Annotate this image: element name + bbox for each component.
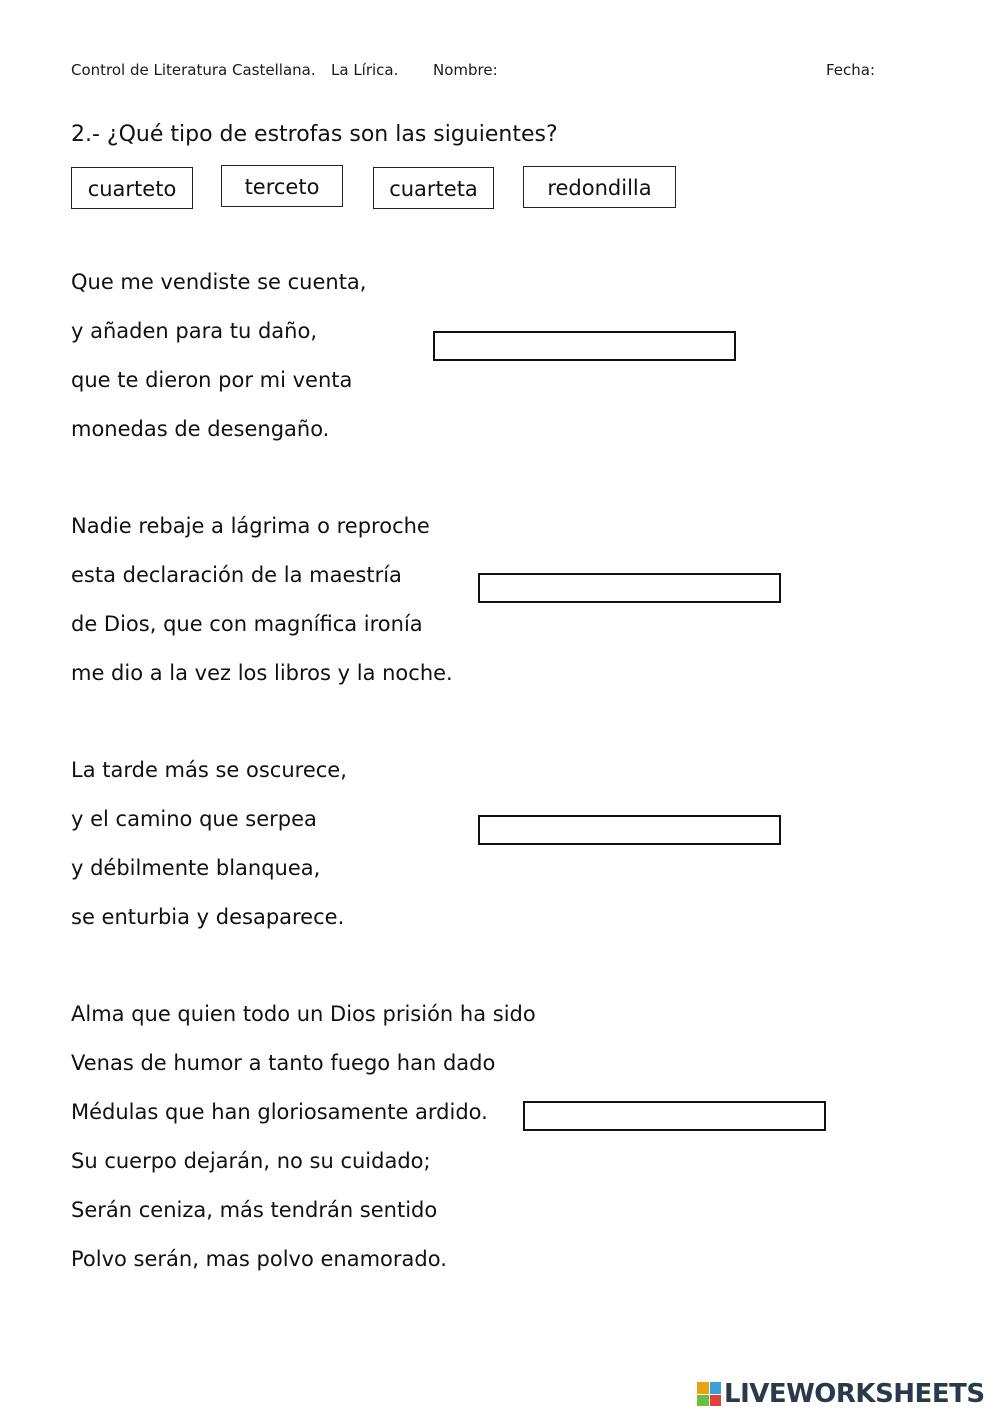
stanza-4-line-4: Su cuerpo dejarán, no su cuidado; [71, 1149, 431, 1173]
header-name-label: Nombre: [433, 61, 498, 79]
stanza-1-line-1: Que me vendiste se cuenta, [71, 270, 367, 294]
stanza-3-line-1: La tarde más se oscurece, [71, 758, 347, 782]
header-topic: La Lírica. [331, 61, 399, 79]
stanza-2-line-3: de Dios, que con magnífica ironía [71, 612, 423, 636]
stanza-4-line-1: Alma que quien todo un Dios prisión ha sido [71, 1002, 536, 1026]
stanza-3-line-4: se enturbia y desaparece. [71, 905, 345, 929]
option-terceto: terceto [221, 165, 343, 207]
stanza-2-line-1: Nadie rebaje a lágrima o reproche [71, 514, 430, 538]
option-cuarteto: cuarteto [71, 167, 193, 209]
stanza-3-line-3: y débilmente blanquea, [71, 856, 321, 880]
answer-box-2[interactable] [478, 573, 781, 603]
stanza-2-line-4: me dio a la vez los libros y la noche. [71, 661, 453, 685]
stanza-4-line-3: Médulas que han gloriosamente ardido. [71, 1100, 488, 1124]
header-control: Control de Literatura Castellana. [71, 61, 316, 79]
stanza-2-line-2: esta declaración de la maestría [71, 563, 402, 587]
stanza-4-line-2: Venas de humor a tanto fuego han dado [71, 1051, 496, 1075]
stanza-1-line-3: que te dieron por mi venta [71, 368, 353, 392]
logo-text: LIVEWORKSHEETS [724, 1379, 985, 1409]
stanza-4-line-6: Polvo serán, mas polvo enamorado. [71, 1247, 447, 1271]
logo-grid-icon [697, 1382, 721, 1406]
header-date-label: Fecha: [826, 61, 876, 79]
answer-box-1[interactable] [433, 331, 736, 361]
liveworksheets-logo [697, 1378, 985, 1410]
answer-box-3[interactable] [478, 815, 781, 845]
stanza-1-line-2: y añaden para tu daño, [71, 319, 318, 343]
option-redondilla: redondilla [523, 166, 676, 208]
stanza-1-line-4: monedas de desengaño. [71, 417, 330, 441]
stanza-3-line-2: y el camino que serpea [71, 807, 317, 831]
question-title: 2.- ¿Qué tipo de estrofas son las siguientes? [71, 122, 558, 147]
answer-box-4[interactable] [523, 1101, 826, 1131]
option-cuarteta: cuarteta [373, 167, 494, 209]
stanza-4-line-5: Serán ceniza, más tendrán sentido [71, 1198, 438, 1222]
